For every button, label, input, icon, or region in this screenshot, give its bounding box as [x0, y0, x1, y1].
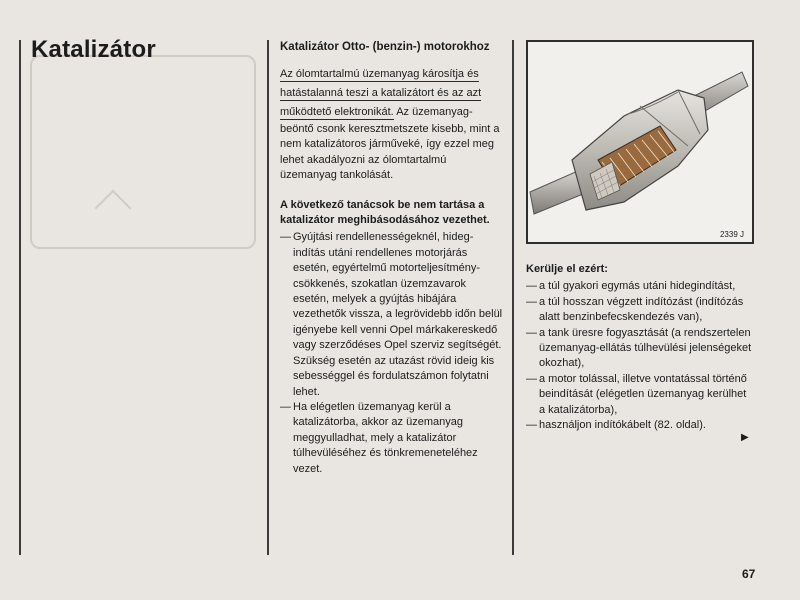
- column-divider-middle: [267, 40, 269, 555]
- bold-lead: A következő tanácsok be nem tartása a katalizátor meghibásodásához vezethet.: [280, 198, 490, 227]
- advice-text: Gyújtási rendellenességeknél, hideg-indítás utáni rendellenes motorjárás esetén, egyértelmű motorteljesítmény-csökkenés, szokatlan üzemzavarok esetén, melyek a gyújtás hibájára vezethetők vissza, a legrövidebb időn belül igényebe kell venni Opel márkakereskedő vagy szerződéses Opel szerviz segítségét.: [293, 231, 503, 352]
- list-item: — a motor tolással, illetve vontatással történő beindítását (elégetlen üzemanyag kerülhet a katalizátorba),: [526, 372, 754, 418]
- advice-subtext: Szükség esetén az utazást rövid ideig kis sebességgel és fordulatszámon folytatni lehet.: [293, 354, 495, 398]
- column-divider-right: [512, 40, 514, 555]
- list-item: — a tank üresre fogyasztását (a rendszertelen üzemanyag-ellátás túlhevülési jelenségeket okozhat),: [526, 326, 754, 372]
- list-item: — használjon indítókábelt (82. oldal).: [526, 418, 754, 433]
- column-divider-left: [19, 40, 21, 555]
- page-number: 67: [742, 567, 756, 581]
- lead-warning: [280, 65, 505, 184]
- page-title: Katalizátor: [31, 36, 156, 63]
- filler-neck-paragraph: Az üzemanyag-beöntő csonk keresztmetszete kisebb, mint a nem katalizátoros járműveké, így ezzel meg lehet akadályozni az ólomtartalmú üzemanyag tankolását.: [280, 106, 500, 182]
- advice-text: Ha elégetlen üzemanyag kerül a katalizátorba, akkor az üzemanyag meggyulladhat, mely a katalizátor túlhevüléséhez és tönkremeneteléhez vezet.: [293, 400, 478, 475]
- figure-label: 2339 J: [719, 230, 744, 239]
- avoid-list: [526, 279, 754, 433]
- ghost-window-illustration: [30, 55, 256, 249]
- section-subtitle: Katalizátor Otto- (benzin-) motorokhoz: [280, 41, 490, 53]
- list-item: [280, 400, 505, 477]
- continue-arrow-icon: ▶: [741, 432, 749, 443]
- avoid-list-column: [526, 262, 754, 433]
- catalytic-converter-icon: [528, 42, 752, 242]
- warning-underlined-text: Az ólomtartalmú üzemanyag károsítja és hatástalanná teszi a katalizátort és az azt működtető elektronikát.: [280, 68, 482, 118]
- list-item: [280, 230, 505, 399]
- advice-list: [280, 230, 505, 477]
- list-item: — a túl hosszan végzett indítózást (indítózás alatt benzinbefecskendezés van),: [526, 295, 754, 326]
- avoid-heading: Kerülje el ezért:: [526, 263, 608, 275]
- catalytic-converter-illustration: [526, 40, 754, 244]
- list-item: — a túl gyakori egymás utáni hidegindítást,: [526, 279, 754, 294]
- catalyst-info-column: [280, 40, 505, 477]
